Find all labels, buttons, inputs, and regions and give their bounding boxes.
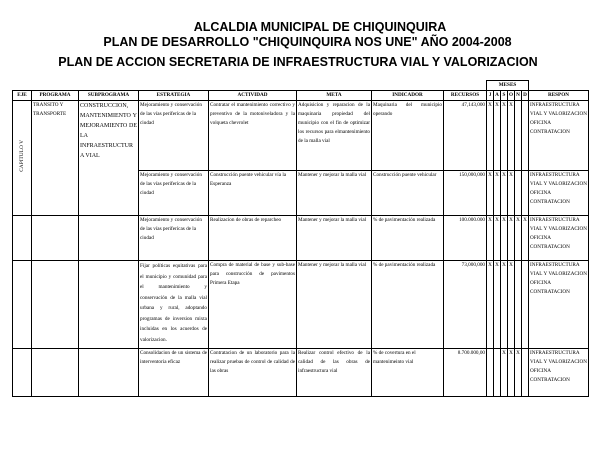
eje-label: CAPITULO V [18, 140, 25, 172]
responsable-cell: INFRAESTRUCTURA VIAL Y VALORIZACION OFICINA CONTRATACION [529, 101, 589, 171]
month-mark [487, 349, 494, 397]
col-month-s: S [501, 91, 508, 101]
table-row [13, 349, 589, 397]
eje-cell [13, 349, 32, 397]
col-recursos: RECURSOS [444, 91, 487, 101]
meta-cell: Adquisicion y reparacion de la maquinaria propiedad del municipio con el fin de optimizar los recursos para elmantenimiento de la malla vial [297, 101, 372, 171]
month-mark: X [494, 101, 501, 171]
title-plan-accion: PLAN DE ACCION SECRETARIA DE INFRAESTRUCTURA VIAL Y VALORIZACION [58, 55, 538, 69]
month-mark: X [487, 101, 494, 171]
indicador-cell: Construcción puente vehicular [372, 171, 444, 216]
recursos-cell: 73,000,000 [444, 261, 487, 349]
responsable-cell: INFRAESTRUCTURA VIAL Y VALORIZACION OFICINA CONTRATACION [529, 261, 589, 349]
actividad-cell: Compra de material de base y sub-base para construcción de pavimentos Primera Etapa [209, 261, 297, 349]
eje-cell [13, 261, 32, 349]
estrategia-cell: Mejoramiento y conservación de las vías periferícas de la ciudad [139, 101, 209, 171]
eje-cell [13, 101, 32, 216]
responsable-cell: INFRAESTRUCTURA VIAL Y VALORIZACION OFICINA CONTRATACION [529, 349, 589, 397]
month-mark [522, 171, 529, 216]
month-mark: X [494, 171, 501, 216]
programa-cell: TRANSITO Y TRANSPORTE [32, 101, 79, 216]
month-mark: X [508, 171, 515, 216]
actividad-cell: Contratacion de un laboratorio para la realizar pruebas de control de calidad de las obras [209, 349, 297, 397]
title-alcaldia: ALCALDIA MUNICIPAL DE CHIQUINQUIRA [193, 20, 447, 34]
programa-cell [32, 261, 79, 349]
col-actividad: ACTIVIDAD [209, 91, 297, 101]
col-indicador: INDICADOR [372, 91, 444, 101]
indicador-cell: Maquinaria del municipio operando [372, 101, 444, 171]
col-programa: PROGRAMA [32, 91, 79, 101]
indicador-cell: % de pavimentación realizada [372, 216, 444, 261]
col-subprograma: SUBPROGRAMA [79, 91, 139, 101]
document-titles [0, 20, 600, 70]
month-mark: X [487, 261, 494, 349]
month-mark: X [508, 101, 515, 171]
col-meta: META [297, 91, 372, 101]
month-mark: X [494, 216, 501, 261]
table-row [13, 261, 589, 349]
month-mark: X [501, 349, 508, 397]
indicador-cell: % de covertura en el mantenimeinto vial [372, 349, 444, 397]
month-mark: X [508, 349, 515, 397]
col-estrategia: ESTRATEGIA [139, 91, 209, 101]
month-mark: X [501, 101, 508, 171]
title-plan-desarrollo: PLAN DE DESARROLLO "CHIQUINQUIRA NOS UNE" AÑO 2004-2008 [103, 35, 512, 49]
actividad-cell: Construcción puente vehicular vía la Esperanza [209, 171, 297, 216]
month-mark: X [508, 261, 515, 349]
table-row [13, 101, 589, 171]
subprograma-cell [79, 261, 139, 349]
subprograma-cell: CONSTRUCCION, MANTENIMIENTO Y MEJORAMIENTO DE LA INFRAESTRUCTUR A VIAL [79, 101, 139, 216]
col-month-j: J [487, 91, 494, 101]
month-mark [494, 349, 501, 397]
month-mark: X [515, 349, 522, 397]
col-month-n: N [515, 91, 522, 101]
actividad-cell: Contratar el mantenimiento correctivo y preventivo de la motoniveladora y la volqueta chevrolet [209, 101, 297, 171]
estrategia-cell: Mejoramiento y conservación de las vías periferícas de la ciudad [139, 171, 209, 216]
action-plan-table [12, 80, 589, 397]
indicador-cell: % de pavimentación realizada [372, 261, 444, 349]
month-mark: X [515, 216, 522, 261]
month-mark: X [501, 261, 508, 349]
meta-cell: Mantener y mejorar la malla vial [297, 171, 372, 216]
col-eje: EJE [13, 91, 32, 101]
month-mark: X [487, 216, 494, 261]
month-mark [522, 261, 529, 349]
programa-cell [32, 216, 79, 261]
recursos-cell: 150,000,000 [444, 171, 487, 216]
meta-cell: Realizar control efectivo de la calidad de las obras de infraestructura vial [297, 349, 372, 397]
subprograma-cell [79, 216, 139, 261]
recursos-cell: 8.700.000,00 [444, 349, 487, 397]
table-row [13, 216, 589, 261]
month-mark: X [508, 216, 515, 261]
meta-cell: Mantener y mejorar la malla vial [297, 261, 372, 349]
month-mark: X [494, 261, 501, 349]
column-header-row [13, 91, 589, 101]
month-mark [515, 261, 522, 349]
col-month-d: D [522, 91, 529, 101]
month-mark: X [501, 171, 508, 216]
responsable-cell: INFRAESTRUCTURA VIAL Y VALORIZACION OFICINA CONTRATACION [529, 216, 589, 261]
recursos-cell: 47,143,000 [444, 101, 487, 171]
month-mark: X [501, 216, 508, 261]
col-responsable: RESPON [529, 91, 589, 101]
month-mark [522, 349, 529, 397]
programa-cell [32, 349, 79, 397]
month-mark [515, 171, 522, 216]
col-month-o: O [508, 91, 515, 101]
estrategia-cell: Mejoramiento y conservación de las vías periferícas de la ciudad [139, 216, 209, 261]
actividad-cell: Realizacíon de obras de reparcheo [209, 216, 297, 261]
meses-header: MESES [487, 81, 529, 91]
estrategia-cell: Consolidacion de un sistema de interventoria eficaz [139, 349, 209, 397]
recursos-cell: 100.000.000 [444, 216, 487, 261]
month-mark [522, 101, 529, 171]
month-mark: X [522, 216, 529, 261]
month-mark: X [487, 171, 494, 216]
estrategia-cell: Fijar políticas equitativas para el municipio y comunidad para el mantenimiento y conservación de la malla vial urbana y rural, adoptando programas de inversion mixta incluidas en los acuerdos de valorizacion. [139, 261, 209, 349]
month-mark [515, 101, 522, 171]
meta-cell: Mantener y mejorar la malla vial [297, 216, 372, 261]
eje-cell [13, 216, 32, 261]
col-month-a: A [494, 91, 501, 101]
subprograma-cell [79, 349, 139, 397]
responsable-cell: INFRAESTRUCTURA VIAL Y VALORIZACION OFICINA CONTRATACION [529, 171, 589, 216]
